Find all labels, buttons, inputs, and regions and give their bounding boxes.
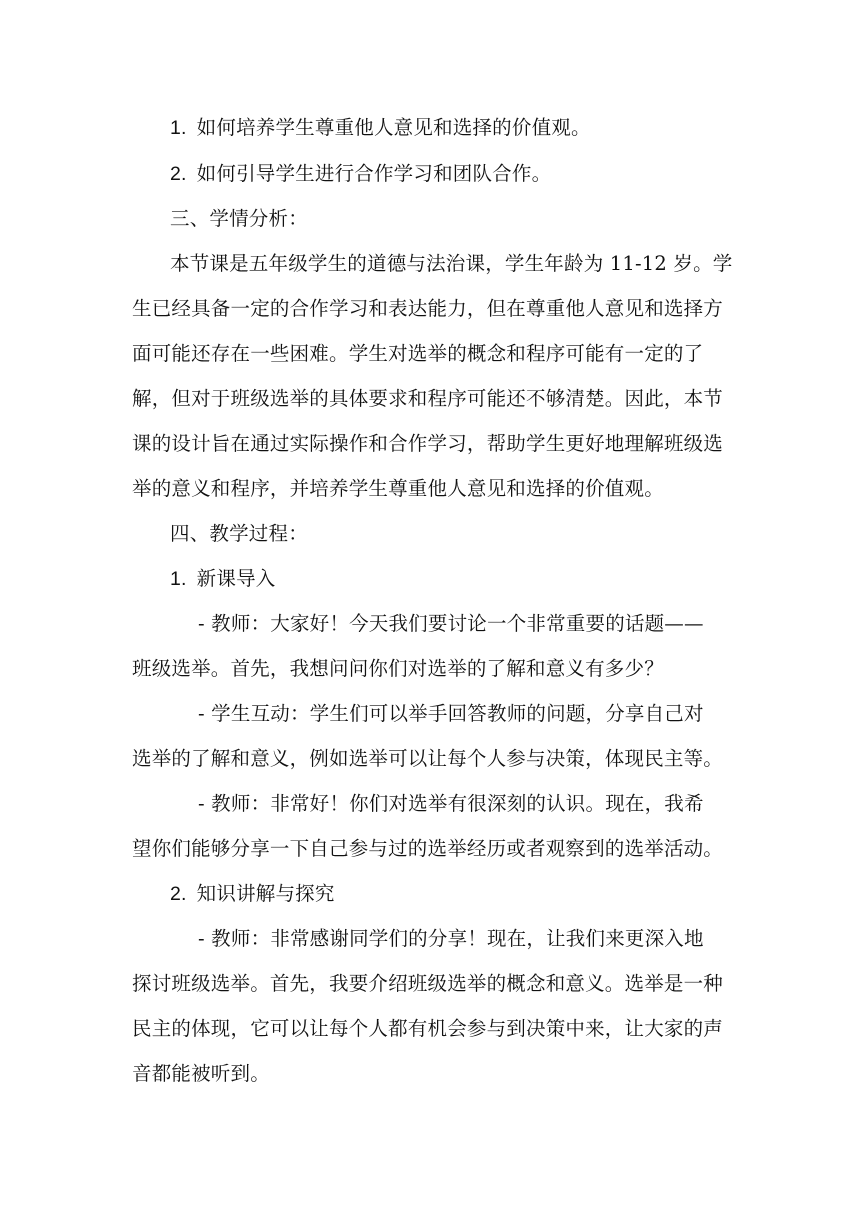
dialogue-line: - 教师：大家好！今天我们要讨论一个非常重要的话题—— — [198, 612, 704, 635]
paragraph-line: 课的设计旨在通过实际操作和合作学习，帮助学生更好地理解班级选 — [132, 432, 724, 455]
dialogue-line: 望你们能够分享一下自己参与过的选举经历或者观察到的选举活动。 — [132, 837, 724, 860]
dialogue-line: 选举的了解和意义，例如选举可以让每个人参与决策，体现民主等。 — [132, 747, 724, 770]
dialogue-line: 探讨班级选举。首先，我要介绍班级选举的概念和意义。选举是一种 — [132, 972, 724, 995]
line-text: 新课导入 — [196, 567, 276, 590]
dialogue-line: 班级选举。首先，我想问问你们对选举的了解和意义有多少？ — [132, 657, 664, 680]
dialogue-line: - 教师：非常好！你们对选举有很深刻的认识。现在，我希 — [198, 792, 704, 815]
line-text: 如何引导学生进行合作学习和团队合作。 — [196, 162, 552, 185]
dialogue-line: 音都能被听到。 — [132, 1062, 270, 1085]
paragraph-line: 本节课是五年级学生的道德与法治课，学生年龄为 11-12 岁。学 — [170, 252, 733, 275]
paragraph-line: 举的意义和程序，并培养学生尊重他人意见和选择的价值观。 — [132, 477, 664, 500]
paragraph-line: 生已经具备一定的合作学习和表达能力，但在尊重他人意见和选择方 — [132, 297, 724, 320]
dialogue-line: - 教师：非常感谢同学们的分享！现在，让我们来更深入地 — [198, 927, 704, 950]
paragraph-line: 解，但对于班级选举的具体要求和程序可能还不够清楚。因此，本节 — [132, 387, 724, 410]
list-item — [0, 557, 860, 601]
list-item — [0, 872, 860, 916]
line-text: 如何培养学生尊重他人意见和选择的价值观。 — [196, 116, 591, 139]
list-item — [0, 106, 860, 150]
list-number: 1. — [170, 568, 187, 590]
section-heading: 三、学情分析： — [170, 207, 308, 230]
section-heading: 四、教学过程： — [170, 522, 308, 545]
dialogue-line: - 学生互动：学生们可以举手回答教师的问题，分享自己对 — [198, 702, 704, 725]
list-number: 2. — [170, 163, 187, 185]
line-text: 知识讲解与探究 — [196, 882, 335, 905]
paragraph-line: 面可能还存在一些困难。学生对选举的概念和程序可能有一定的了 — [132, 342, 704, 365]
list-number: 2. — [170, 883, 187, 905]
list-item — [0, 152, 860, 196]
list-number: 1. — [170, 117, 187, 139]
dialogue-line: 民主的体现，它可以让每个人都有机会参与到决策中来，让大家的声 — [132, 1017, 724, 1040]
